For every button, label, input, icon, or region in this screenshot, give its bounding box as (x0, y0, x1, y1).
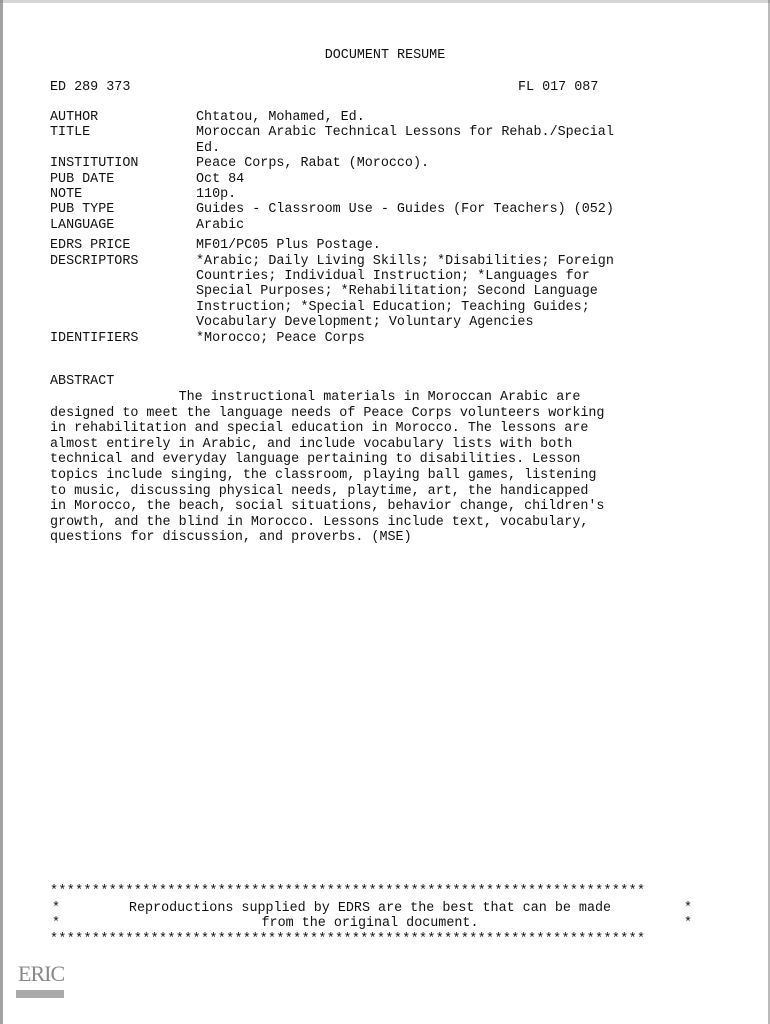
field-value: Chtatou, Mohamed, Ed. (196, 110, 365, 125)
field-label: AUTHOR (50, 110, 99, 125)
field-identifiers (50, 331, 676, 346)
field-label: EDRS PRICE (50, 238, 131, 254)
eric-logo-text: ERIC (18, 961, 65, 986)
field-label: IDENTIFIERS (50, 330, 139, 346)
scan-edge-left (0, 0, 3, 1024)
field-author (50, 110, 676, 125)
field-value: *Arabic; Daily Living Skills; *Disabilities; Foreign Countries; Individual Instruction; *Languages for Special Purposes; *Rehabilitation; Second Language Instruction; *Special Education; Teaching Guides; Vocabulary Development; Voluntary Agencies (196, 253, 614, 331)
field-edrs-price (50, 238, 676, 253)
notice-star: * (52, 901, 61, 916)
abstract-text: The instructional materials in Moroccan Arabic are designed to meet the language needs of Peace Corps volunteers working in rehabilitation and special education in Morocco. The lessons are almost entirely in Arabic, and include vocabulary lists with both technical and everyday language pertaining to disabilities. Lesson topics include singing, the classroom, playing ball games, listening to music, discussing physical needs, playtime, art, the handicapped in Morocco, the beach, social situations, behavior change, children's growth, and the blind in Morocco. Lessons include text, vocabulary, questions for discussion, and proverbs. (MSE) (50, 390, 605, 546)
field-descriptors (50, 254, 676, 331)
eric-logo (14, 961, 66, 1004)
field-institution (50, 156, 676, 171)
notice-border-top: *********************************************************************** (50, 884, 646, 899)
notice-border-bottom: *********************************************************************** (50, 932, 646, 947)
field-value: Moroccan Arabic Technical Lessons for Rehab./Special Ed. (196, 125, 614, 156)
notice-text-1: Reproductions supplied by EDRS are the best that can be made (128, 901, 612, 916)
metadata-fields (50, 110, 676, 346)
scan-edge-top (0, 0, 770, 3)
field-value: Peace Corps, Rabat (Morocco). (196, 156, 430, 172)
field-label: PUB TYPE (50, 202, 115, 218)
notice-star: * (52, 916, 61, 931)
field-language (50, 218, 676, 233)
fl-number: FL 017 087 (518, 80, 599, 95)
field-value: MF01/PC05 Plus Postage. (196, 238, 381, 254)
field-pub-date (50, 172, 676, 187)
field-title (50, 125, 676, 156)
field-value: Oct 84 (196, 171, 245, 187)
eric-logo-bar (16, 990, 64, 998)
field-value: 110p. (196, 187, 237, 203)
field-label: PUB DATE (50, 171, 115, 187)
field-pub-type (50, 202, 676, 217)
field-label: TITLE (50, 125, 91, 141)
field-value: *Morocco; Peace Corps (196, 330, 365, 346)
ed-number: ED 289 373 (50, 80, 131, 95)
notice-star: * (684, 901, 693, 916)
notice-text-2: from the original document. (261, 916, 479, 931)
field-value: Arabic (196, 217, 245, 233)
document-title: DOCUMENT RESUME (324, 48, 446, 63)
abstract-heading: ABSTRACT (50, 374, 115, 389)
notice-star: * (684, 916, 693, 931)
field-label: INSTITUTION (50, 156, 139, 172)
field-label: LANGUAGE (50, 217, 115, 233)
field-value: Guides - Classroom Use - Guides (For Teachers) (052) (196, 202, 614, 218)
field-label: DESCRIPTORS (50, 253, 139, 269)
field-note (50, 187, 676, 202)
field-label: NOTE (50, 187, 83, 203)
